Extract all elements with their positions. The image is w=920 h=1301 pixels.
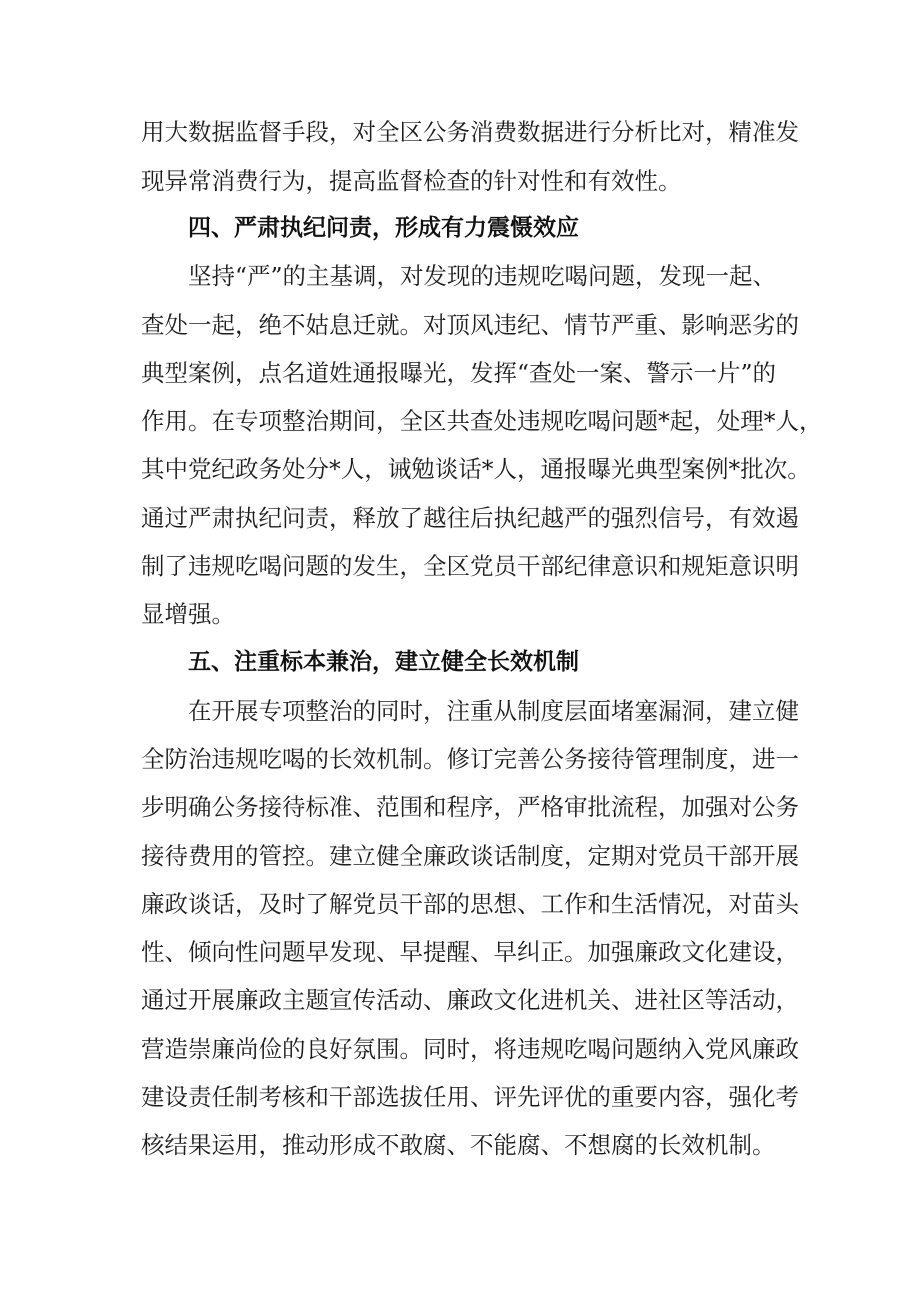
paragraph-line: 接待费用的管控。建立健全廉政谈话制度，定期对党员干部开展 <box>141 842 799 870</box>
paragraph-line: 查处一起，绝不姑息迁就。对顶风违纪、情节严重、影响恶劣的 <box>141 311 799 339</box>
paragraph-line: 现异常消费行为，提高监督检查的针对性和有效性。 <box>141 167 682 195</box>
section-heading-4: 四、严肃执纪问责，形成有力震慑效应 <box>188 215 579 241</box>
paragraph-line: 全防治违规吃喝的长效机制。修订完善公务接待管理制度，进一 <box>141 745 799 773</box>
section-heading-5: 五、注重标本兼治，建立健全长效机制 <box>188 649 579 675</box>
paragraph-line: 作用。在专项整治期间，全区共查处违规吃喝问题*起，处理*人， <box>141 407 823 435</box>
paragraph-line: 用大数据监督手段，对全区公务消费数据进行分析比对，精准发 <box>141 118 799 146</box>
paragraph-line: 在开展专项整治的同时，注重从制度层面堵塞漏洞，建立健 <box>188 697 799 725</box>
paragraph-line: 廉政谈话，及时了解党员干部的思想、工作和生活情况，对苗头 <box>141 890 799 918</box>
paragraph-line: 性、倾向性问题早发现、早提醒、早纠正。加强廉政文化建设， <box>141 938 799 966</box>
paragraph-line: 坚持“严”的主基调，对发现的违规吃喝问题，发现一起、 <box>188 262 777 290</box>
paragraph-line: 核结果运用，推动形成不敢腐、不能腐、不想腐的长效机制。 <box>141 1131 776 1159</box>
paragraph-line: 通过开展廉政主题宣传活动、廉政文化进机关、进社区等活动， <box>141 986 799 1014</box>
paragraph-line: 步明确公务接待标准、范围和程序，严格审批流程，加强对公务 <box>141 793 799 821</box>
paragraph-line: 营造崇廉尚俭的良好氛围。同时，将违规吃喝问题纳入党风廉政 <box>141 1035 799 1063</box>
paragraph-line: 建设责任制考核和干部选拔任用、评先评优的重要内容，强化考 <box>141 1083 799 1111</box>
paragraph-line: 典型案例，点名道姓通报曝光，发挥“查处一案、警示一片”的 <box>141 359 777 387</box>
paragraph-line: 其中党纪政务处分*人，诫勉谈话*人，通报曝光典型案例*批次。 <box>141 455 811 483</box>
paragraph-line: 通过严肃执纪问责，释放了越往后执纪越严的强烈信号，有效遏 <box>141 504 799 532</box>
paragraph-line: 制了违规吃喝问题的发生，全区党员干部纪律意识和规矩意识明 <box>141 552 799 580</box>
paragraph-line: 显增强。 <box>141 600 235 628</box>
